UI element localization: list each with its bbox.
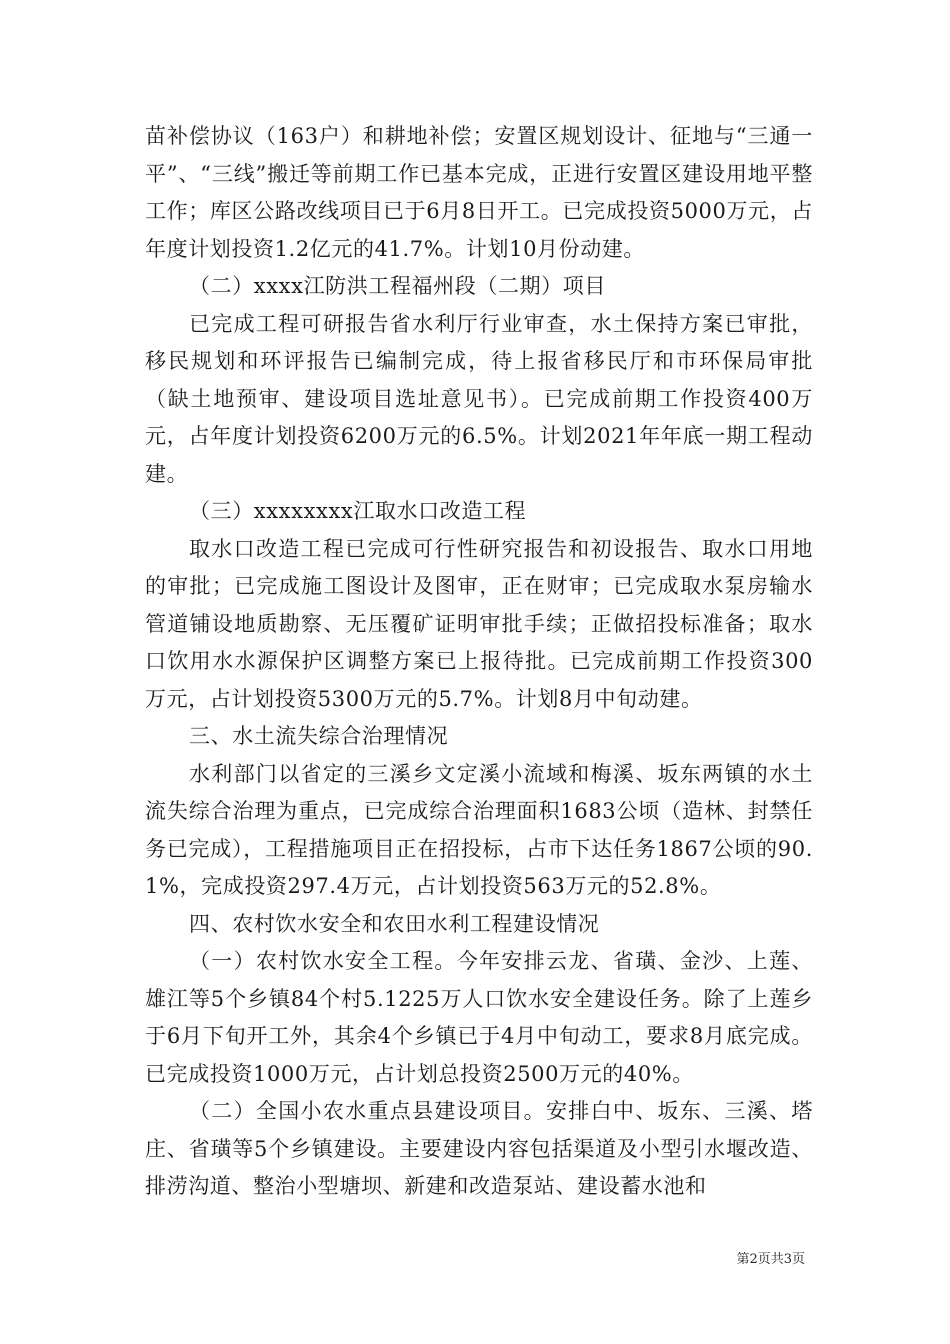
paragraph-water-intake-progress: 取水口改造工程已完成可行性研究报告和初设报告、取水口用地的审批；已完成施工图设计及图审，正在财审；已完成取水泵房输水管道铺设地质勘察、无压覆矿证明审批手续；正做招投标准备；取水口饮用水水源保护区调整方案已上报待批。已完成前期工作投资300万元，占计划投资5300万元的5.7%。计划8月中旬动建。 [145,536,813,711]
heading-rural-water: 四、农村饮水安全和农田水利工程建设情况 [189,911,600,936]
heading-flood-control-project: （二）xxxx江防洪工程福州段（二期）项目 [189,274,606,298]
paragraph-soil-erosion: 水利部门以省定的三溪乡文定溪小流域和梅溪、坂东两镇的水土流失综合治理为重点，已完成综合治理面积1683公顷（造林、封禁任务已完成），工程措施项目正在招投标，占市下达任务1867公顷的90.1%，完成投资297.4万元，占计划投资563万元的52.8%。 [145,761,813,898]
paragraph-drinking-water-safety: （一）农村饮水安全工程。今年安排云龙、省璜、金沙、上莲、雄江等5个乡镇84个村5.1225万人口饮水安全建设任务。除了上莲乡于6月下旬开工外，其余4个乡镇已于4月中旬动工，要求8月底完成。已完成投资1000万元，占计划总投资2500万元的40%。 [145,949,813,1086]
paragraph-resettlement-progress: 苗补偿协议（163户）和耕地补偿；安置区规划设计、征地与“三通一平”、“三线”搬迁等前期工作已基本完成，正进行安置区建设用地平整工作；库区公路改线项目已于6月8日开工。已完成投资5000万元，占年度计划投资1.2亿元的41.7%。计划10月份动建。 [145,124,813,261]
heading-soil-erosion: 三、水土流失综合治理情况 [189,724,449,748]
document-body [145,118,813,1206]
page-number-footer: 第2页共3页 [736,1252,805,1267]
paragraph-flood-control-progress: 已完成工程可研报告省水利厅行业审查，水土保持方案已审批，移民规划和环评报告已编制完成，待上报省移民厅和市环保局审批（缺土地预审、建设项目选址意见书）。已完成前期工作投资400万元，占年度计划投资6200万元的6.5%。计划2021年年底一期工程动建。 [145,311,813,486]
heading-water-intake-project: （三）xxxxxxxx江取水口改造工程 [189,499,527,523]
paragraph-small-irrigation: （二）全国小农水重点县建设项目。安排白中、坂东、三溪、塔庄、省璜等5个乡镇建设。主要建设内容包括渠道及小型引水堰改造、排涝沟道、整治小型塘坝、新建和改造泵站、建设蓄水池和 [145,1099,813,1198]
